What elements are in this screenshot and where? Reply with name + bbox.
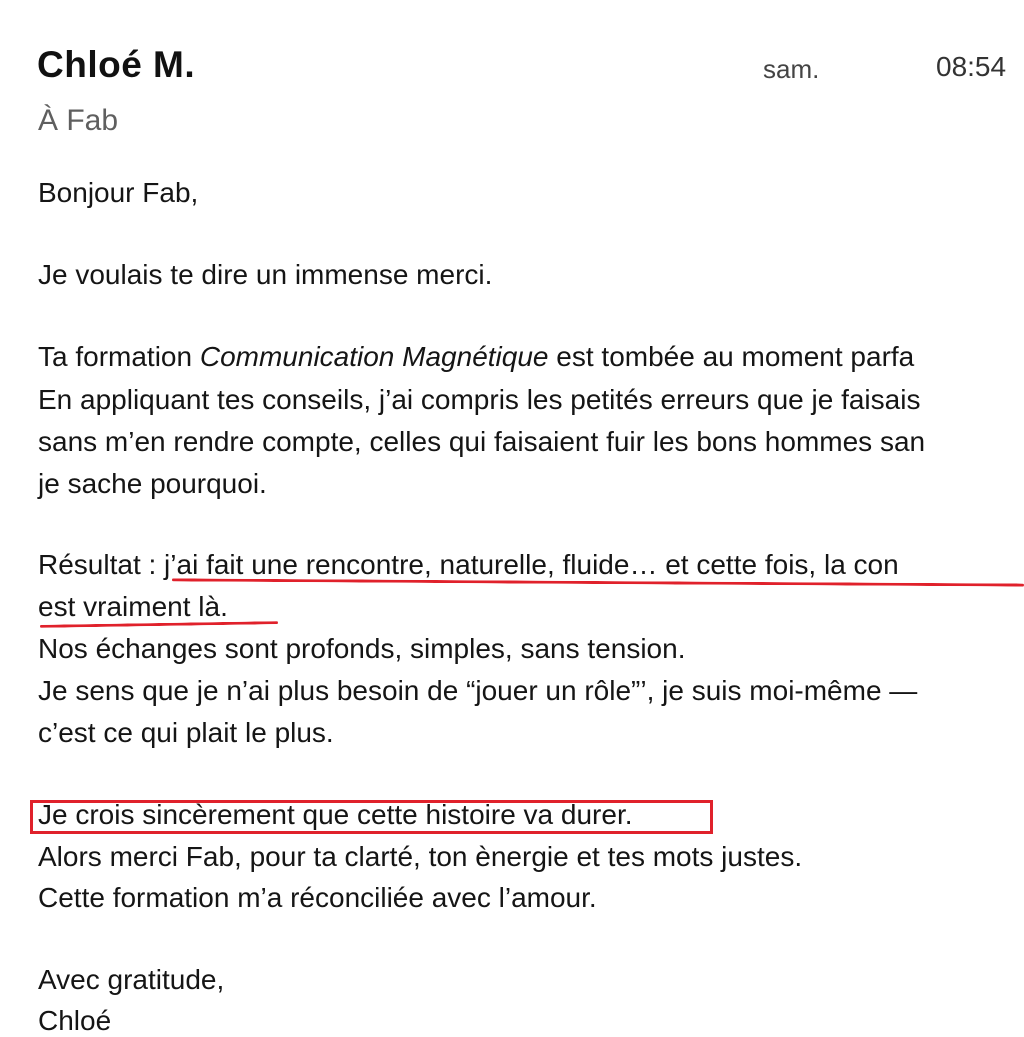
recipient-label[interactable]: À Fab [38, 104, 119, 137]
sender-name[interactable]: Chloé M. [37, 44, 196, 85]
signature-line: Chloé [38, 1005, 112, 1036]
red-highlight-box [30, 800, 713, 834]
text-span: est tombée au moment parfa [548, 341, 915, 372]
highlighted-line: Résultat : j’ai fait une rencontre, naturelle, fluide… et cette fois, la con [38, 549, 899, 580]
body-line: je sache pourquoi. [38, 468, 267, 499]
boxed-line: Je crois sincèrement que cette histoire va durer. [38, 799, 633, 830]
body-line: Cette formation m’a réconciliée avec l’amour. [38, 882, 597, 913]
text-span: Ta formation [38, 341, 200, 372]
body-line [38, 341, 914, 373]
body-line: Nos échanges sont profonds, simples, sans tension. [38, 633, 686, 664]
body-line: c’est ce qui plait le plus. [38, 717, 334, 748]
closing-line: Avec gratitude, [38, 964, 225, 995]
date-label: sam. [763, 54, 820, 84]
body-line: Je sens que je n’ai plus besoin de “jouer un rôle”’, je suis moi-même — [38, 675, 918, 706]
body-line: Alors merci Fab, pour ta clarté, ton ènergie et tes mots justes. [38, 841, 803, 872]
highlighted-line: est vraiment là. [38, 591, 228, 622]
time-label: 08:54 [936, 51, 1007, 82]
course-title: Communication Magnétique [199, 341, 549, 372]
body-line: En appliquant tes conseils, j’ai compris les petités erreurs que je faisais [38, 384, 921, 415]
greeting-line: Bonjour Fab, [38, 177, 199, 208]
body-line: sans m’en rendre compte, celles qui faisaient fuir les bons hommes san [38, 426, 926, 457]
thanks-line: Je voulais te dire un immense merci. [38, 259, 493, 290]
